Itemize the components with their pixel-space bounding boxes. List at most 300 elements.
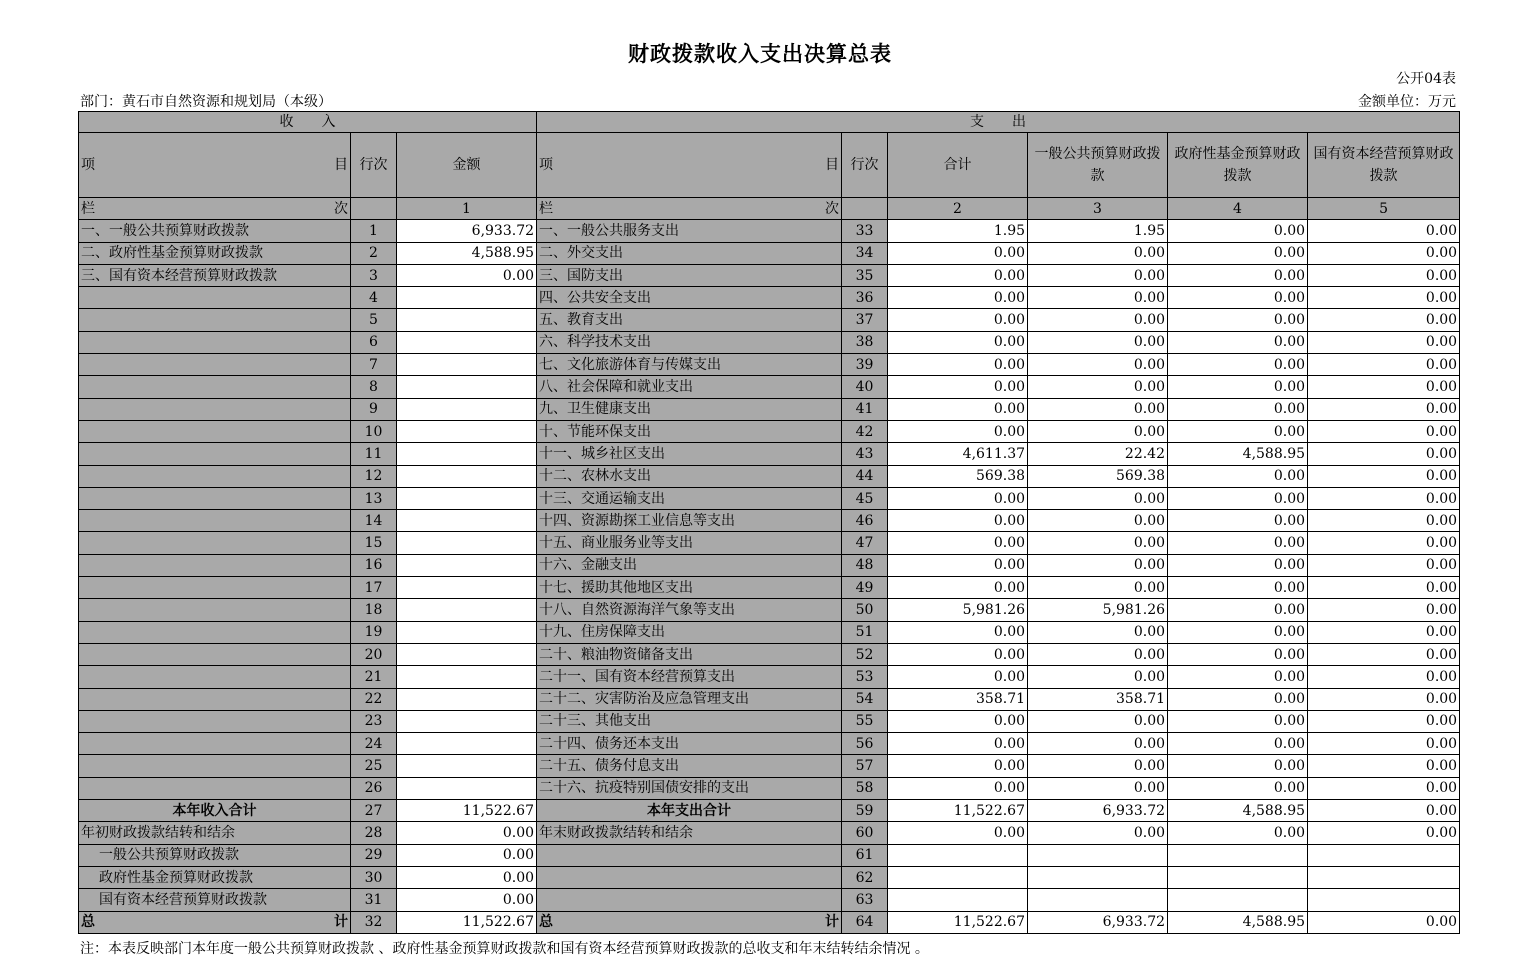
expense-general: 358.71	[1028, 688, 1168, 710]
expense-item: 三、国防支出	[537, 264, 842, 286]
income-item: 三、国有资本经营预算财政拨款	[79, 264, 351, 286]
expense-state: 0.00	[1308, 688, 1460, 710]
income-rowno: 19	[351, 621, 397, 643]
income-rowno: 1	[351, 220, 397, 242]
expense-item: 五、教育支出	[537, 309, 842, 331]
expense-rowno: 49	[842, 577, 888, 599]
expense-rowno: 37	[842, 309, 888, 331]
expense-state: 0.00	[1308, 666, 1460, 688]
expense-rowno: 47	[842, 532, 888, 554]
expense-general: 0.00	[1028, 510, 1168, 532]
income-rowno: 3	[351, 264, 397, 286]
income-rowno: 23	[351, 710, 397, 732]
income-grand-total-label: 总 计	[79, 911, 351, 933]
expense-state: 0.00	[1308, 800, 1460, 822]
expense-general: 0.00	[1028, 666, 1168, 688]
expense-total: 0.00	[888, 666, 1028, 688]
expense-rowno: 46	[842, 510, 888, 532]
expense-rowno: 34	[842, 242, 888, 264]
expense-item: 二十二、灾害防治及应急管理支出	[537, 688, 842, 710]
expense-state: 0.00	[1308, 220, 1460, 242]
expense-general: 569.38	[1028, 465, 1168, 487]
income-rowno: 20	[351, 643, 397, 665]
income-item: 一、一般公共预算财政拨款	[79, 220, 351, 242]
income-amount: 11,522.67	[397, 911, 537, 933]
expense-total: 0.00	[888, 733, 1028, 755]
expense-general	[1028, 844, 1168, 866]
table-row	[79, 733, 1460, 755]
expense-fund: 0.00	[1168, 420, 1308, 442]
income-item	[79, 599, 351, 621]
expense-total: 0.00	[888, 554, 1028, 576]
income-item	[79, 487, 351, 509]
column-number-4: 4	[1168, 198, 1308, 220]
expense-general: 0.00	[1028, 354, 1168, 376]
expense-total	[888, 889, 1028, 911]
expense-fund: 4,588.95	[1168, 911, 1308, 933]
expense-total	[888, 844, 1028, 866]
expense-rowno-header: 行次	[842, 133, 888, 198]
expense-general	[1028, 866, 1168, 888]
table-row	[79, 220, 1460, 242]
expense-fund: 0.00	[1168, 331, 1308, 353]
expense-general: 0.00	[1028, 287, 1168, 309]
expense-item: 一、一般公共服务支出	[537, 220, 842, 242]
expense-fund: 0.00	[1168, 755, 1308, 777]
income-column-label: 栏 次	[79, 198, 351, 220]
expense-general: 0.00	[1028, 777, 1168, 799]
expense-rowno: 54	[842, 688, 888, 710]
fund-budget-header: 政府性基金预算财政拨款	[1168, 133, 1308, 198]
income-item	[79, 354, 351, 376]
expense-rowno: 58	[842, 777, 888, 799]
income-rowno: 27	[351, 800, 397, 822]
income-item	[79, 710, 351, 732]
table-row	[79, 577, 1460, 599]
expense-total: 11,522.67	[888, 911, 1028, 933]
expense-fund: 0.00	[1168, 688, 1308, 710]
income-amount: 0.00	[397, 889, 537, 911]
expense-item: 十五、商业服务业等支出	[537, 532, 842, 554]
expense-state: 0.00	[1308, 331, 1460, 353]
table-row	[79, 242, 1460, 264]
expense-state: 0.00	[1308, 822, 1460, 844]
expense-fund: 0.00	[1168, 733, 1308, 755]
table-row	[79, 532, 1460, 554]
expense-general: 5,981.26	[1028, 599, 1168, 621]
table-row	[79, 844, 1460, 866]
expense-fund: 0.00	[1168, 822, 1308, 844]
table-row	[79, 621, 1460, 643]
income-year-total-label: 本年收入合计	[79, 800, 351, 822]
expense-item: 十一、城乡社区支出	[537, 443, 842, 465]
expense-total: 1.95	[888, 220, 1028, 242]
table-row	[79, 465, 1460, 487]
expense-total: 0.00	[888, 242, 1028, 264]
income-rowno: 12	[351, 465, 397, 487]
expense-fund: 0.00	[1168, 220, 1308, 242]
expense-total: 4,611.37	[888, 443, 1028, 465]
expense-state: 0.00	[1308, 376, 1460, 398]
income-sub-item: 政府性基金预算财政拨款	[79, 866, 351, 888]
expense-state: 0.00	[1308, 710, 1460, 732]
expense-total: 0.00	[888, 398, 1028, 420]
expense-item	[537, 866, 842, 888]
expense-rowno: 35	[842, 264, 888, 286]
income-rowno: 9	[351, 398, 397, 420]
table-row	[79, 755, 1460, 777]
expense-rowno: 40	[842, 376, 888, 398]
table-row	[79, 510, 1460, 532]
income-rowno: 13	[351, 487, 397, 509]
expense-rowno: 51	[842, 621, 888, 643]
expense-rowno: 36	[842, 287, 888, 309]
income-item-header: 项 目	[79, 133, 351, 198]
expense-total: 0.00	[888, 510, 1028, 532]
expense-fund	[1168, 889, 1308, 911]
expense-rowno: 62	[842, 866, 888, 888]
expense-general: 0.00	[1028, 577, 1168, 599]
income-item	[79, 443, 351, 465]
expense-general: 0.00	[1028, 822, 1168, 844]
department-label: 部门：黄石市自然资源和规划局（本级）	[80, 94, 332, 110]
expense-fund: 0.00	[1168, 621, 1308, 643]
income-amount	[397, 577, 537, 599]
income-rowno: 11	[351, 443, 397, 465]
expense-general: 0.00	[1028, 755, 1168, 777]
expense-fund: 0.00	[1168, 599, 1308, 621]
expense-state: 0.00	[1308, 554, 1460, 576]
expense-rowno: 44	[842, 465, 888, 487]
table-row	[79, 354, 1460, 376]
table-row	[79, 398, 1460, 420]
expense-item: 十三、交通运输支出	[537, 487, 842, 509]
expense-total: 0.00	[888, 822, 1028, 844]
income-amount: 6,933.72	[397, 220, 537, 242]
expense-state: 0.00	[1308, 577, 1460, 599]
income-rowno: 30	[351, 866, 397, 888]
expense-total: 569.38	[888, 465, 1028, 487]
expense-item: 七、文化旅游体育与传媒支出	[537, 354, 842, 376]
expense-general: 0.00	[1028, 242, 1168, 264]
expense-general: 6,933.72	[1028, 911, 1168, 933]
income-item	[79, 465, 351, 487]
expense-total: 0.00	[888, 532, 1028, 554]
expense-rowno: 42	[842, 420, 888, 442]
total-header: 合计	[888, 133, 1028, 198]
expense-fund: 0.00	[1168, 264, 1308, 286]
income-amount: 0.00	[397, 844, 537, 866]
fiscal-summary-table	[78, 111, 1460, 934]
expense-state: 0.00	[1308, 510, 1460, 532]
expense-total: 0.00	[888, 710, 1028, 732]
expense-state: 0.00	[1308, 420, 1460, 442]
expense-state	[1308, 866, 1460, 888]
expense-rowno: 55	[842, 710, 888, 732]
expense-item: 年末财政拨款结转和结余	[537, 822, 842, 844]
income-rowno: 16	[351, 554, 397, 576]
expense-total: 0.00	[888, 287, 1028, 309]
expense-item: 十四、资源勘探工业信息等支出	[537, 510, 842, 532]
income-amount	[397, 666, 537, 688]
income-rowno: 17	[351, 577, 397, 599]
expense-rowno: 50	[842, 599, 888, 621]
expense-state: 0.00	[1308, 287, 1460, 309]
column-number-3: 3	[1028, 198, 1168, 220]
income-amount	[397, 331, 537, 353]
income-item	[79, 398, 351, 420]
income-amount	[397, 443, 537, 465]
expense-rowno: 61	[842, 844, 888, 866]
table-row	[79, 866, 1460, 888]
expense-item: 八、社会保障和就业支出	[537, 376, 842, 398]
expense-fund: 0.00	[1168, 354, 1308, 376]
expense-fund: 0.00	[1168, 532, 1308, 554]
expense-rowno: 48	[842, 554, 888, 576]
expense-rowno: 63	[842, 889, 888, 911]
expense-fund: 0.00	[1168, 309, 1308, 331]
expense-state: 0.00	[1308, 242, 1460, 264]
table-row	[79, 264, 1460, 286]
expense-general: 6,933.72	[1028, 800, 1168, 822]
income-item	[79, 420, 351, 442]
expense-general: 0.00	[1028, 420, 1168, 442]
income-amount	[397, 643, 537, 665]
expense-general: 22.42	[1028, 443, 1168, 465]
table-row	[79, 287, 1460, 309]
table-row	[79, 666, 1460, 688]
expense-total: 358.71	[888, 688, 1028, 710]
income-amount	[397, 554, 537, 576]
expense-column-blank	[842, 198, 888, 220]
table-row	[79, 376, 1460, 398]
expense-item: 二十六、抗疫特别国债安排的支出	[537, 777, 842, 799]
expense-rowno: 56	[842, 733, 888, 755]
column-number-1: 1	[397, 198, 537, 220]
expense-rowno: 33	[842, 220, 888, 242]
income-item	[79, 621, 351, 643]
form-code: 公开04表	[1396, 71, 1456, 87]
income-amount	[397, 710, 537, 732]
income-amount	[397, 621, 537, 643]
income-item	[79, 532, 351, 554]
income-rowno: 29	[351, 844, 397, 866]
expense-rowno: 57	[842, 755, 888, 777]
income-amount: 11,522.67	[397, 800, 537, 822]
expense-rowno: 45	[842, 487, 888, 509]
table-row	[79, 599, 1460, 621]
expense-rowno: 60	[842, 822, 888, 844]
income-amount	[397, 309, 537, 331]
expense-general: 0.00	[1028, 643, 1168, 665]
expense-fund: 0.00	[1168, 287, 1308, 309]
income-amount	[397, 354, 537, 376]
expense-state	[1308, 889, 1460, 911]
table-row	[79, 487, 1460, 509]
expense-state: 0.00	[1308, 599, 1460, 621]
expense-fund: 0.00	[1168, 465, 1308, 487]
expense-total	[888, 866, 1028, 888]
column-number-2: 2	[888, 198, 1028, 220]
expense-item: 六、科学技术支出	[537, 331, 842, 353]
expense-fund: 0.00	[1168, 643, 1308, 665]
expense-total: 0.00	[888, 487, 1028, 509]
income-rowno: 22	[351, 688, 397, 710]
expense-general: 0.00	[1028, 398, 1168, 420]
expense-state: 0.00	[1308, 777, 1460, 799]
expense-state: 0.00	[1308, 755, 1460, 777]
expense-total: 0.00	[888, 777, 1028, 799]
expense-total: 0.00	[888, 331, 1028, 353]
expense-state: 0.00	[1308, 398, 1460, 420]
expense-total: 0.00	[888, 643, 1028, 665]
expense-rowno: 52	[842, 643, 888, 665]
income-rowno: 2	[351, 242, 397, 264]
expense-item: 十九、住房保障支出	[537, 621, 842, 643]
expense-total: 0.00	[888, 577, 1028, 599]
income-rowno: 18	[351, 599, 397, 621]
expense-item: 十六、金融支出	[537, 554, 842, 576]
income-rowno: 28	[351, 822, 397, 844]
expense-state	[1308, 844, 1460, 866]
table-row	[79, 331, 1460, 353]
income-item	[79, 331, 351, 353]
expense-state: 0.00	[1308, 621, 1460, 643]
income-amount: 0.00	[397, 866, 537, 888]
expense-item: 二十三、其他支出	[537, 710, 842, 732]
state-capital-header: 国有资本经营预算财政拨款	[1308, 133, 1460, 198]
expense-total: 0.00	[888, 755, 1028, 777]
income-amount: 0.00	[397, 264, 537, 286]
income-amount	[397, 487, 537, 509]
general-budget-header: 一般公共预算财政拨款	[1028, 133, 1168, 198]
income-item	[79, 510, 351, 532]
expense-fund: 0.00	[1168, 487, 1308, 509]
expense-rowno: 64	[842, 911, 888, 933]
expense-year-total-label: 本年支出合计	[537, 800, 842, 822]
expense-section-header: 支 出	[537, 112, 1460, 133]
income-item	[79, 733, 351, 755]
grand-total-row	[79, 911, 1460, 933]
footnote: 注：本表反映部门本年度一般公共预算财政拨款 、政府性基金预算财政拨款和国有资本经营预算财政拨款的总收支和年末结转结余情况 。	[80, 941, 929, 957]
income-item	[79, 554, 351, 576]
expense-fund: 4,588.95	[1168, 443, 1308, 465]
expense-general: 0.00	[1028, 621, 1168, 643]
income-amount	[397, 532, 537, 554]
expense-general	[1028, 889, 1168, 911]
income-item	[79, 777, 351, 799]
income-rowno: 26	[351, 777, 397, 799]
expense-item: 二十四、债务还本支出	[537, 733, 842, 755]
income-section-header: 收 入	[79, 112, 537, 133]
expense-state: 0.00	[1308, 643, 1460, 665]
expense-general: 0.00	[1028, 733, 1168, 755]
year-total-row	[79, 800, 1460, 822]
table-row	[79, 554, 1460, 576]
income-rowno: 7	[351, 354, 397, 376]
income-rowno: 10	[351, 420, 397, 442]
expense-item: 十八、自然资源海洋气象等支出	[537, 599, 842, 621]
income-amount	[397, 510, 537, 532]
expense-fund: 0.00	[1168, 577, 1308, 599]
expense-item: 十七、援助其他地区支出	[537, 577, 842, 599]
income-rowno: 6	[351, 331, 397, 353]
expense-rowno: 38	[842, 331, 888, 353]
income-amount: 4,588.95	[397, 242, 537, 264]
expense-item: 二十、粮油物资储备支出	[537, 643, 842, 665]
expense-state: 0.00	[1308, 443, 1460, 465]
income-amount	[397, 376, 537, 398]
page-title: 财政拨款收入支出决算总表	[628, 41, 892, 66]
expense-fund: 0.00	[1168, 554, 1308, 576]
expense-state: 0.00	[1308, 264, 1460, 286]
income-sub-item: 国有资本经营预算财政拨款	[79, 889, 351, 911]
expense-total: 0.00	[888, 621, 1028, 643]
expense-state: 0.00	[1308, 354, 1460, 376]
income-item	[79, 577, 351, 599]
income-item	[79, 287, 351, 309]
income-amount	[397, 599, 537, 621]
table-row	[79, 309, 1460, 331]
unit-label: 金额单位：万元	[1358, 94, 1456, 110]
expense-fund	[1168, 866, 1308, 888]
expense-total: 11,522.67	[888, 800, 1028, 822]
income-rowno: 8	[351, 376, 397, 398]
income-column-blank	[351, 198, 397, 220]
income-item	[79, 755, 351, 777]
expense-total: 0.00	[888, 420, 1028, 442]
income-rowno: 15	[351, 532, 397, 554]
income-amount	[397, 398, 537, 420]
table-row	[79, 777, 1460, 799]
expense-fund: 0.00	[1168, 510, 1308, 532]
expense-rowno: 59	[842, 800, 888, 822]
column-number-5: 5	[1308, 198, 1460, 220]
expense-rowno: 41	[842, 398, 888, 420]
income-rowno-header: 行次	[351, 133, 397, 198]
expense-item: 十、节能环保支出	[537, 420, 842, 442]
expense-grand-total-label: 总 计	[537, 911, 842, 933]
income-rowno: 14	[351, 510, 397, 532]
expense-general: 0.00	[1028, 487, 1168, 509]
income-item	[79, 688, 351, 710]
expense-fund	[1168, 844, 1308, 866]
carry-over-row	[79, 822, 1460, 844]
expense-fund: 0.00	[1168, 666, 1308, 688]
expense-general: 0.00	[1028, 710, 1168, 732]
expense-total: 0.00	[888, 354, 1028, 376]
expense-item: 二十一、国有资本经营预算支出	[537, 666, 842, 688]
expense-state: 0.00	[1308, 532, 1460, 554]
table-row	[79, 710, 1460, 732]
expense-rowno: 53	[842, 666, 888, 688]
expense-general: 0.00	[1028, 376, 1168, 398]
expense-item: 四、公共安全支出	[537, 287, 842, 309]
expense-item	[537, 844, 842, 866]
income-amount-header: 金额	[397, 133, 537, 198]
income-item	[79, 666, 351, 688]
income-item	[79, 376, 351, 398]
income-amount	[397, 420, 537, 442]
income-item: 年初财政拨款结转和结余	[79, 822, 351, 844]
income-rowno: 5	[351, 309, 397, 331]
expense-total: 0.00	[888, 309, 1028, 331]
income-rowno: 21	[351, 666, 397, 688]
table-row	[79, 889, 1460, 911]
expense-item-header: 项 目	[537, 133, 842, 198]
expense-rowno: 39	[842, 354, 888, 376]
expense-state: 0.00	[1308, 309, 1460, 331]
